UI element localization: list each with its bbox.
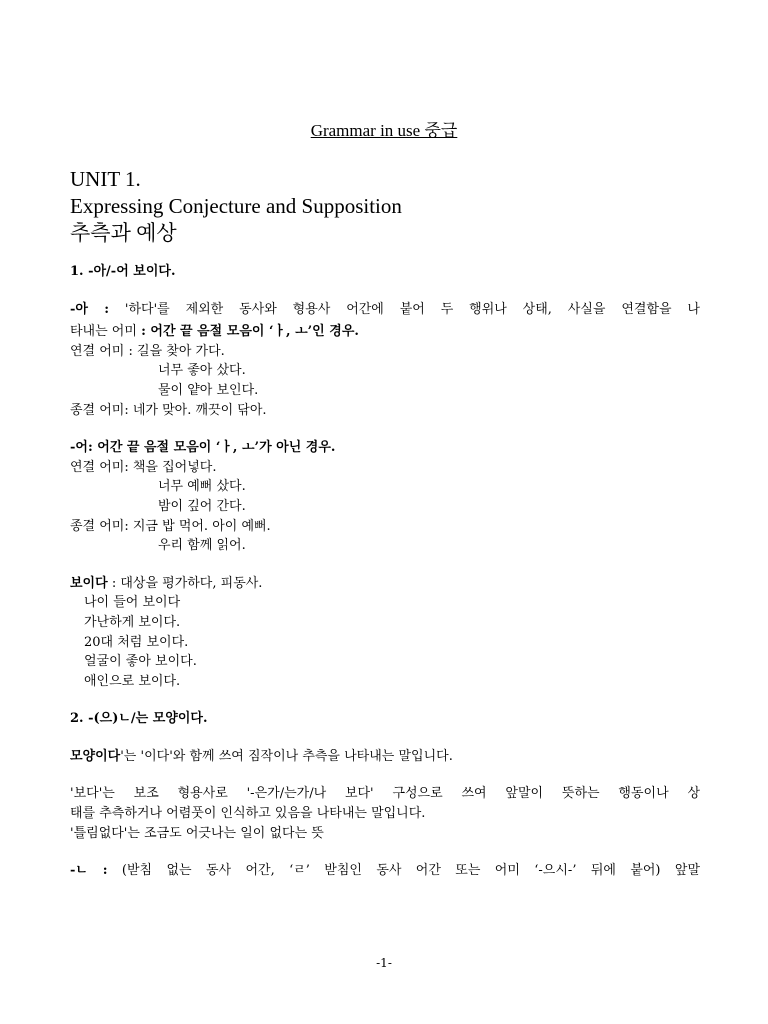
section-1-heading: 1. -아/-어 보이다. xyxy=(70,264,176,279)
boida-example: 나이 들어 보이다 xyxy=(84,595,181,611)
a-definition-line-2 xyxy=(70,322,700,342)
eo-example: 우리 함께 읽어. xyxy=(158,538,246,554)
boda-explanation-line-2: 태를 추측하거나 어렴풋이 인식하고 있음을 나타내는 말입니다. xyxy=(70,806,426,822)
boida-definition xyxy=(70,574,700,594)
unit-heading xyxy=(70,166,402,247)
a-definition-text: '하다'를 제외한 동사와 형용사 어간에 붙어 두 행위나 상태, 사실을 연결함을 나 xyxy=(109,301,700,317)
boda-explanation-line-1: '보다'는 보조 형용사로 '-은가/는가/나 보다' 구성으로 쓰여 앞말이 뜻하는 행동이나 상 xyxy=(70,786,700,802)
n-ending-label: -ㄴ : xyxy=(70,863,108,879)
unit-title-en: Expressing Conjecture and Supposition xyxy=(70,194,402,218)
a-definition-text-2: 타내는 어미 xyxy=(70,324,142,340)
eo-example: 밤이 깊어 간다. xyxy=(158,498,246,514)
document-title: Grammar in use 중급 xyxy=(310,121,458,140)
page-number: -1- xyxy=(376,956,392,970)
boida-text: : 대상을 평가하다, 피동사. xyxy=(107,575,263,591)
boida-example: 가난하게 보이다. xyxy=(84,614,181,630)
unit-title-ko: 추측과 예상 xyxy=(70,221,177,245)
unit-number: UNIT 1. xyxy=(70,167,141,191)
a-example: 물이 얕아 보인다. xyxy=(158,382,259,398)
section-2-heading: 2. -(으)ㄴ/는 모양이다. xyxy=(70,711,208,727)
boida-example: 20대 처럼 보이다. xyxy=(84,634,189,650)
a-condition: : 어간 끝 음절 모음이 ‘ㅏ, ㅗ’인 경우. xyxy=(141,324,359,340)
boida-example: 얼굴이 좋아 보이다. xyxy=(84,654,197,670)
teullim-explanation: '틀림없다'는 조금도 어긋나는 일이 없다는 뜻 xyxy=(70,825,324,841)
moyang-text: '는 '이다'와 함께 쓰여 짐작이나 추측을 나타내는 말입니다. xyxy=(120,748,453,764)
eo-ending-heading: -어: 어간 끝 음절 모음이 ‘ㅏ, ㅗ’가 아닌 경우. xyxy=(70,440,336,456)
eo-example: 종결 어미: 지금 밥 먹어. 아이 예뻐. xyxy=(70,518,271,534)
document-body xyxy=(70,262,700,881)
boida-example: 애인으로 보이다. xyxy=(84,673,181,689)
boida-label: 보이다 xyxy=(70,575,108,591)
a-example: 종결 어미: 네가 맞아. 깨끗이 닦아. xyxy=(70,402,267,418)
n-ending-text: (받침 없는 동사 어간, ‘ㄹ’ 받침인 동사 어간 또는 어미 ‘-으시-’ 뒤에 붙어) 앞말 xyxy=(107,863,700,879)
a-definition-line-1 xyxy=(70,300,700,320)
eo-example: 너무 예뻐 샀다. xyxy=(158,479,246,495)
moyang-label: 모양이다 xyxy=(70,748,121,764)
eo-example: 연결 어미: 책을 집어넣다. xyxy=(70,459,217,475)
n-ending-definition xyxy=(70,861,700,881)
moyang-definition xyxy=(70,747,700,767)
a-ending-label: -아 : xyxy=(70,301,110,317)
a-example: 연결 어미 : 길을 찾아 가다. xyxy=(70,343,225,359)
a-example: 너무 좋아 샀다. xyxy=(158,363,246,379)
